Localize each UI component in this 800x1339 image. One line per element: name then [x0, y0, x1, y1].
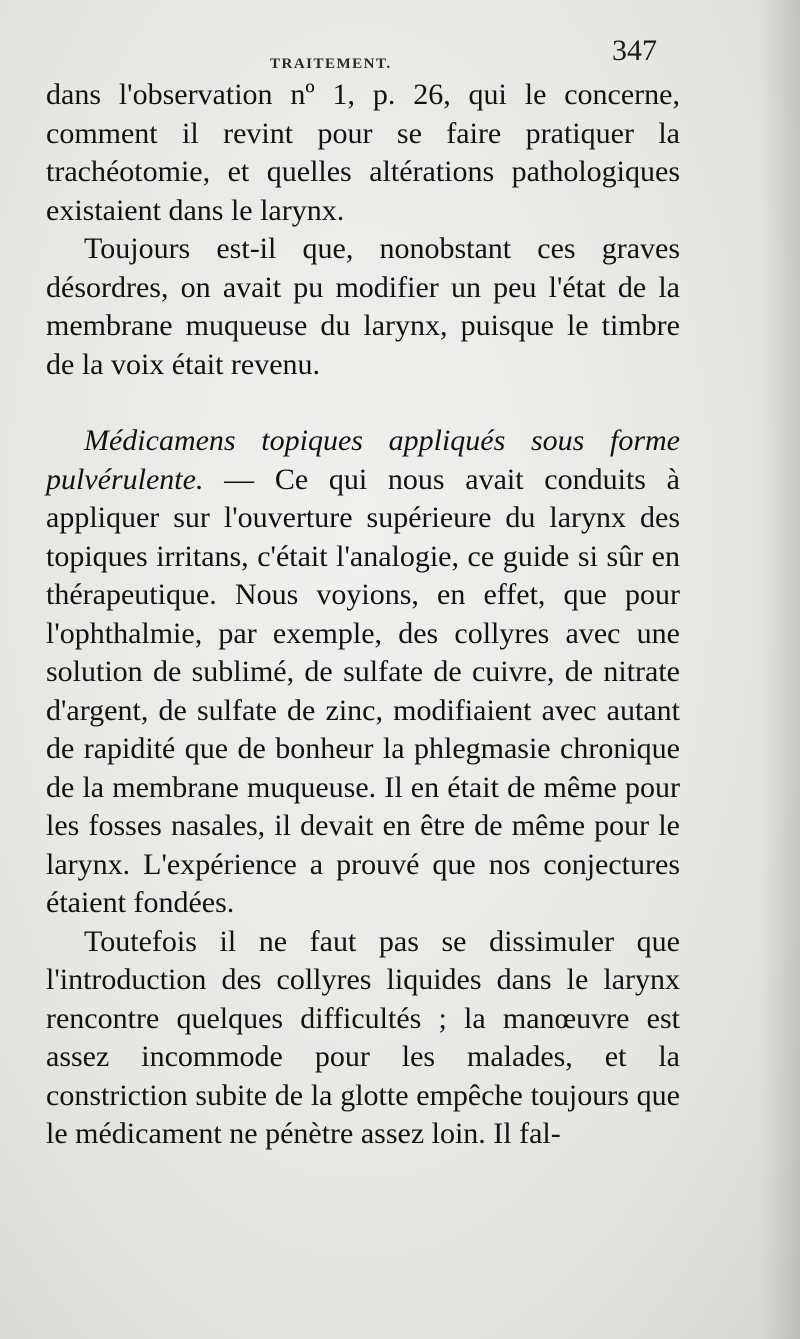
page-number: 347 — [612, 34, 657, 67]
section-title: Médicamens topiques appliqués sous forme pulvérulente. — [46, 424, 680, 496]
body-text — [46, 76, 680, 1154]
running-head: TRAITEMENT. — [270, 56, 392, 72]
section-paragraph — [46, 422, 680, 923]
paragraph: Toujours est-il que, nonobstant ces graves désordres, on avait pu modifier un peu l'état de la membrane muqueuse du larynx, puisque le timbre de la voix était revenu. — [46, 232, 680, 381]
paragraph-continuation: dans l'observation nº 1, p. 26, qui le concerne, comment il revint pour se faire pratiquer la trachéotomie, et quelles altérations pathologiques existaient dans le larynx. — [46, 78, 680, 227]
page-edge-shadow — [760, 0, 800, 1339]
paragraph: Toutefois il ne faut pas se dissimuler que l'introduction des collyres liquides dans le larynx rencontre quelques difficultés ; la manœuvre est assez incommode pour les malades, et la constriction subite de la glotte empêche toujours que le médicament ne pénètre assez loin. Il fal- — [46, 924, 680, 1150]
section-body: — Ce qui nous avait conduits à appliquer sur l'ouverture supérieure du larynx des topiques irritans, c'était l'analogie, ce guide si sûr en thérapeutique. Nous voyions, en effet, que pour l'ophthalmie, par exemple, des collyres avec une solution de sublimé, de sulfate de cuivre, de nitrate d'argent, de sulfate de zinc, modifiaient avec autant de rapidité que de bonheur la phlegmasie chronique de la membrane muqueuse. Il en était de même pour les fosses nasales, il devait en être de même pour le larynx. L'expérience a prouvé que nos conjectures étaient fondées. — [46, 462, 680, 919]
